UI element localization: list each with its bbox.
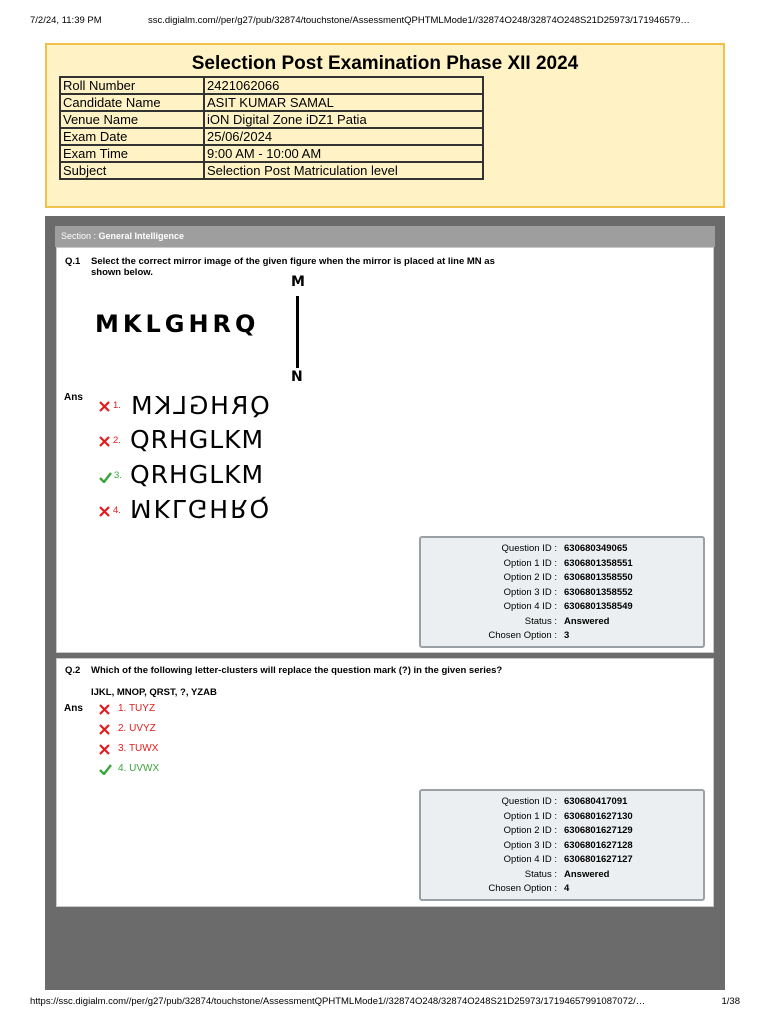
answer-label: Ans: [64, 703, 83, 714]
option-number: 3.: [114, 470, 122, 481]
mirrored-letter: H: [209, 494, 230, 523]
id-value: Answered: [564, 615, 610, 627]
id-label: Option 1 ID :: [503, 810, 557, 822]
option-1-letters: [130, 391, 271, 420]
question-panel: [45, 216, 725, 990]
id-label: Chosen Option :: [488, 630, 557, 641]
mirror-label-n: N: [291, 369, 303, 385]
info-label: Roll Number: [60, 77, 204, 94]
info-value: iON Digital Zone iDZ1 Patia: [204, 111, 483, 128]
id-label: Chosen Option :: [488, 883, 557, 894]
id-row: [421, 882, 703, 896]
mirror-label-m: M: [291, 274, 305, 290]
info-value: ASIT KUMAR SAMAL: [204, 94, 483, 111]
id-row: [421, 868, 703, 882]
option-4: 4. UVWX: [118, 763, 160, 774]
option-number: 4.: [113, 505, 121, 516]
id-label: Option 3 ID :: [503, 586, 557, 598]
id-value: 6306801358550: [564, 572, 633, 583]
answer-label: Ans: [64, 392, 83, 403]
id-value: 6306801627127: [564, 854, 633, 865]
option-4-letters: [130, 494, 271, 523]
question-id-box: [419, 789, 705, 901]
id-value: 6306801627128: [564, 839, 633, 851]
wrong-mark-icon: [99, 744, 110, 755]
check-mark-icon: [99, 472, 112, 483]
mirrored-letter: K: [153, 391, 171, 420]
print-header-url: ssc.digialm.com//per/g27/pub/32874/touchstone/AssessmentQPHTMLMode1//32874O248/32874O248S21D25973/171946579…: [148, 15, 690, 26]
mirrored-letter: L: [171, 494, 187, 523]
wrong-mark-icon: [99, 704, 110, 715]
id-label: Question ID :: [501, 796, 557, 807]
mirrored-letter: L: [171, 391, 187, 420]
id-value: 630680349065: [564, 543, 628, 554]
id-value: 6306801358549: [564, 601, 633, 612]
info-row-candidate-name: [60, 94, 483, 111]
question-card-1: [56, 247, 714, 653]
id-label: Status :: [524, 615, 557, 627]
id-label: Status :: [524, 868, 557, 880]
mirrored-letter: K: [153, 494, 171, 523]
option-2: 2. UVYZ: [118, 723, 156, 734]
id-value: 3: [564, 630, 570, 641]
id-label: Option 2 ID :: [503, 825, 557, 836]
id-label: Option 3 ID :: [503, 839, 557, 851]
option-3: 3. TUWX: [118, 743, 159, 754]
print-header: [30, 15, 740, 26]
option-3-figure: [130, 460, 264, 489]
question-id-box: [419, 536, 705, 648]
question-number: Q.2: [65, 665, 81, 676]
mirrored-letter: G: [187, 391, 209, 420]
info-value: 9:00 AM - 10:00 AM: [204, 145, 483, 162]
id-value: 6306801358552: [564, 586, 633, 598]
option-4-figure: [130, 494, 271, 523]
id-value: 630680417091: [564, 796, 628, 807]
question-number: Q.1: [65, 256, 81, 267]
mirrored-letter: G: [187, 494, 209, 523]
id-label: Option 2 ID :: [503, 572, 557, 583]
info-row-venue-name: [60, 111, 483, 128]
question-series: IJKL, MNOP, QRST, ?, YZAB: [91, 687, 217, 698]
info-label: Exam Time: [60, 145, 204, 162]
check-mark-icon: [99, 764, 112, 775]
option-1-figure: [130, 391, 271, 420]
id-value: 6306801627130: [564, 810, 633, 822]
section-bar: [55, 226, 715, 247]
id-row: [421, 795, 703, 809]
id-row: [421, 557, 703, 571]
exam-title: Selection Post Examination Phase XII 2024: [191, 53, 579, 74]
wrong-mark-icon: [99, 436, 110, 447]
section-prefix: Section :: [61, 231, 99, 241]
question-figure-word: MKLGHRQ: [95, 310, 260, 338]
option-3-letters: QRHGLKM: [130, 460, 265, 489]
id-row: [421, 810, 703, 824]
info-row-roll-number: [60, 77, 483, 94]
id-row: [421, 542, 703, 556]
section-name: General Intelligence: [98, 231, 185, 241]
option-number: 2.: [113, 435, 121, 446]
id-row: [421, 824, 703, 838]
id-row: [421, 839, 703, 853]
mirrored-letter: R: [230, 494, 249, 523]
id-value: 4: [564, 883, 570, 894]
info-label: Venue Name: [60, 111, 204, 128]
option-1: 1. TUYZ: [118, 703, 156, 714]
id-value: 6306801358551: [564, 557, 633, 569]
question-text: Select the correct mirror image of the given figure when the mirror is placed at line MN as shown below.: [91, 256, 495, 278]
info-value: 25/06/2024: [204, 128, 483, 145]
id-label: Option 1 ID :: [503, 557, 557, 569]
wrong-mark-icon: [99, 506, 110, 517]
info-value: Selection Post Matriculation level: [204, 162, 483, 179]
wrong-mark-icon: [99, 401, 110, 412]
candidate-info-table: [59, 76, 484, 180]
option-2-letters: QRHGLKM: [130, 425, 265, 454]
id-row: [421, 615, 703, 629]
info-label: Candidate Name: [60, 94, 204, 111]
mirrored-letter: M: [130, 391, 153, 420]
mirrored-letter: Q: [249, 391, 271, 420]
id-row: [421, 600, 703, 614]
question-card-2: [56, 658, 714, 907]
id-row: [421, 629, 703, 643]
mirrored-letter: Q: [249, 494, 271, 523]
id-value: Answered: [564, 868, 610, 880]
id-label: Question ID :: [501, 543, 557, 554]
print-footer: [30, 996, 740, 1007]
info-label: Subject: [60, 162, 204, 179]
info-row-subject: [60, 162, 483, 179]
id-row: [421, 571, 703, 585]
print-footer-url: https://ssc.digialm.com//per/g27/pub/32874/touchstone/AssessmentQPHTMLMode1//32874O248/32874O248S21D25973/17194657991087072/…: [30, 996, 646, 1007]
info-label: Exam Date: [60, 128, 204, 145]
id-row: [421, 853, 703, 867]
info-value: 2421062066: [204, 77, 483, 94]
id-value: 6306801627129: [564, 825, 633, 836]
print-timestamp: 7/2/24, 11:39 PM: [30, 15, 102, 26]
candidate-info-box: [45, 43, 725, 208]
info-row-exam-time: [60, 145, 483, 162]
option-2-figure: [130, 425, 264, 454]
id-label: Option 4 ID :: [503, 854, 557, 865]
option-number: 1.: [113, 400, 121, 411]
mirror-line: [296, 296, 299, 368]
mirrored-letter: R: [230, 391, 249, 420]
info-row-exam-date: [60, 128, 483, 145]
question-text: Which of the following letter-clusters will replace the question mark (?) in the given series?: [91, 665, 503, 676]
id-row: [421, 586, 703, 600]
mirrored-letter: M: [130, 494, 153, 523]
wrong-mark-icon: [99, 724, 110, 735]
id-label: Option 4 ID :: [503, 601, 557, 612]
page-number: 1/38: [721, 996, 740, 1007]
mirrored-letter: H: [209, 391, 230, 420]
